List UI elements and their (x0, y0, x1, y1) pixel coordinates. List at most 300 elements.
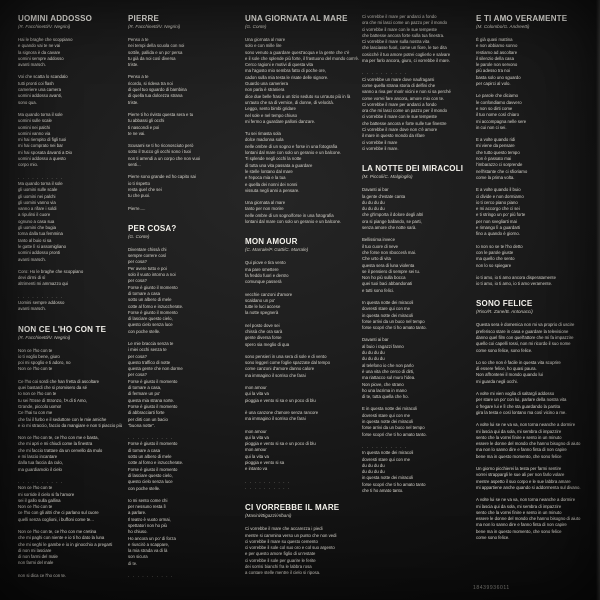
lyric-line: che tutto questo tempo (476, 149, 520, 155)
stanza (128, 341, 236, 429)
song-credit: (R. Facchinetti/V. Negrini) (18, 334, 71, 340)
lyric-line: che battesse ancora e forte sulle tue finestre (362, 120, 447, 126)
lyric-line: triste. (128, 99, 139, 105)
lyric-line: la mia strada va di là (128, 548, 168, 554)
lyric-line: Non ho più sulla bocca (362, 275, 406, 281)
lyric-line: la gente d'estate canta (362, 193, 406, 199)
sleeve-edge-highlight (596, 0, 600, 600)
lyric-line: nel posto dove sei (245, 322, 280, 328)
lyric-line: avanti marsch. (18, 62, 46, 68)
stanza (476, 466, 594, 491)
song-block (245, 503, 357, 576)
lyric-line: che fai il furbo e il seduttore con le mie amiche (18, 416, 107, 422)
lyric-line: come quella strana storia di delfini che (362, 82, 436, 88)
lyric-line: Non affronterei il mondo quando lui (476, 372, 543, 378)
lyric-line: ci vorrebbe il sole per guarire le ferite (245, 557, 316, 563)
lyric-line: quelli senza coglioni, i buffoni come te... (18, 516, 94, 522)
lyric-line: Non ce l'ho con te (18, 504, 53, 510)
lyric-line: di tornare a casa (128, 290, 161, 296)
song-credit: (M. Piccoli/C. Malgioglio) (362, 174, 413, 180)
lyric-line: e quando vai te ne vai (18, 43, 61, 49)
song-block (18, 324, 123, 580)
lyric-line: Il teatro è vuoto ormai, (128, 516, 171, 522)
lyric-line: mi hai sposata davanti a Dio (18, 149, 72, 155)
lyric-line: Lo so che non è facile in questa vita scoprire (476, 359, 561, 365)
lyric-line: Davanti ai bar (362, 337, 389, 343)
stanza-separator-dots: . . . . . . . . . . (362, 443, 408, 449)
lyric-line: di tutta una vita passata a guardare (245, 162, 313, 168)
lyric-line: i miei occhi senza te (128, 347, 167, 353)
lyric-line: Penso a te (128, 74, 149, 80)
lyric-line: mi appartiene anche quando si addormenta sul divano. (476, 484, 581, 490)
song-credit: (C. Marrale/P. Gatti/C. Marrale) (245, 247, 309, 253)
lyrics-column-3 (245, 14, 360, 589)
stanza (245, 410, 357, 423)
lyric-line: fino a quando è giorno. (476, 231, 520, 237)
stanza (476, 322, 594, 353)
song-block (128, 224, 236, 580)
lyric-line: ho una lacrima in mano (362, 387, 407, 393)
stanza (476, 422, 594, 460)
lyric-line: e io mi straccio, faccio da mangiare e non ti piaccio più (18, 422, 123, 428)
lyric-line: per stare un po' con lui, parlare della nostra vita (476, 397, 567, 403)
lyric-line: mon amour (245, 428, 267, 434)
stanza (128, 206, 236, 212)
lyric-line: vecchie canzoni d'amore (245, 291, 293, 297)
stanza (245, 37, 360, 125)
song-block (18, 14, 120, 313)
stanza (476, 93, 594, 131)
lyric-line: qui la vita va (245, 453, 269, 459)
lyric-line: forse arrivi da un buco nel tempo (362, 425, 425, 431)
lyric-line: Che urto di vita (362, 256, 391, 262)
lyric-line: spettatori non ho più (128, 523, 167, 528)
lyric-line: Grande, piccolo uomo! (18, 403, 62, 409)
song-block (476, 299, 594, 541)
lyric-line: io ti amo, io ti amo ancora disperatamente (476, 274, 557, 280)
lyric-line: di te, tutta quella che ho. (362, 394, 409, 400)
song-block (245, 14, 360, 225)
lyric-line: Leggo, sento bimbi gridare (245, 106, 296, 112)
lyric-line: forse arrivi da un buco nel tempo (362, 318, 425, 324)
lyric-line: per cosa? (128, 278, 147, 284)
lyric-line: torna dalla tua femmina (18, 231, 63, 237)
lyric-line: mi accompagna nelle sere (476, 118, 527, 124)
lyric-line: per cosa? (128, 259, 147, 265)
lyric-line: vorrei strappargli le sue ali per non farlo volare (476, 472, 565, 478)
stanza (18, 37, 120, 68)
lyric-line: ci vorrebbe il sole col suo oro e col suo argento (245, 545, 335, 551)
lyric-line: ma non lo sanno dire e fanno finta di non capire (476, 447, 567, 453)
lyric-line: sotto un albero di mele (128, 454, 172, 460)
lyric-line: lontani dal mare con solo un geranio e un balcone. (245, 150, 342, 156)
lyric-line: la notte spegnerà (245, 310, 279, 316)
lyric-line: che ti ho amato tanto. (362, 488, 404, 493)
lyric-line: ora si piange ballando, se parti, (362, 218, 422, 224)
lyric-line: e intanto va (245, 466, 268, 472)
lyric-line: Ma quando torna il sole (18, 111, 63, 117)
lyric-line: Davanti ai bar (362, 187, 389, 193)
lyric-line: vanno a rifare i soldi (18, 206, 57, 212)
lyric-line: ricordo, si rideva tra noi (128, 80, 173, 86)
lyric-line: che forse non sboccerà mai. (362, 249, 416, 255)
lyric-line: e quella dei nonni dei nonni (245, 181, 298, 187)
lyric-line: dovresti stare qui con me (362, 412, 411, 418)
lyric-line: questa mia strana sorte. (128, 397, 175, 403)
stanza (128, 37, 236, 68)
lyric-line: ma l'agosto mio sembra fatto di poche ore, (245, 68, 327, 74)
lyric-line: Tu sei rimasta sola (245, 131, 281, 137)
stanza (245, 131, 357, 194)
lyric-line: gira la testa e così lontano ma così vicino a me. (476, 409, 567, 415)
stanza (18, 175, 120, 263)
lyric-line: io ti voglio bene, giuro (18, 353, 60, 359)
lyric-line: Ci vorrebbe il mare dove non c'è amore (362, 127, 438, 133)
lyric-line: il tuo cuore di neve (362, 243, 399, 249)
lyric-line: nelle ombre di un sogno/forse in una fotografia (245, 212, 334, 218)
lyric-line: Le mie braccia senza te (128, 340, 174, 346)
lyric-line: preferisco stare in casa e guardare la televisione (476, 328, 569, 334)
lyric-line: sento che la vorrei finire e sento in un minuto (476, 509, 562, 515)
lyric-line: cameriere una camera (18, 87, 61, 93)
lyric-line: uomini addosso avanti, (18, 93, 62, 99)
stanza (476, 244, 594, 269)
stanza (128, 74, 236, 105)
lyric-line: e l'epoca mia e la tua (245, 175, 286, 181)
lyric-line: du du du du (362, 462, 385, 468)
lyric-line: du du du du (362, 350, 385, 356)
lyric-line: nel sole e nel tempo chiuso (245, 112, 298, 118)
lyric-line: le stelle lontano dal mare (245, 168, 293, 174)
lyric-line: In questa notte dei miracoli (362, 299, 414, 305)
lyric-line: un'auto che sa di vernice, di donne, di velocità. (245, 99, 334, 105)
song-title: MON AMOUR (245, 237, 298, 247)
lyric-line: pioggia e vento si sa e un poco di blu (245, 441, 316, 447)
lyric-line: Pierre sono grande ed ho capito sai (128, 174, 196, 180)
lyric-line: e non abbiamo sonno (476, 43, 518, 49)
lyric-line: di tornare a casa (128, 447, 161, 453)
lyric-line: Voi che scatta lo scandalo (18, 74, 68, 80)
stanza (476, 137, 594, 181)
stanza (245, 200, 357, 225)
lyric-line: Forse è giusto il momento (128, 403, 178, 409)
lyric-line: te ne vai. (128, 130, 146, 136)
lyric-line: che mi seghi le gambe e io in ginocchio a pregarti (18, 541, 113, 547)
lyric-line: per cosa? (128, 353, 147, 359)
lyric-line: Io mi sento come chi (128, 497, 168, 503)
stanza (18, 479, 120, 523)
lyric-line: che gl'importa il dolore degli altri (362, 212, 424, 218)
lyric-line: Guardo una cameriera (245, 81, 288, 87)
lyric-line: ognuno a casa sua (18, 218, 55, 224)
lyric-line: essere le donne del mondo che hanno bisogno di aiuto (476, 441, 581, 447)
lyric-line: e rimango lì a guardarti (476, 225, 521, 231)
lyric-line: se il pensiero di sempre sei tu. (362, 268, 421, 274)
lyric-line: avanti marsch. (18, 306, 46, 312)
lyric-line: Uomini sempre addosso (18, 299, 65, 305)
lyric-line: sottile, pallida e un po' persa (128, 49, 183, 55)
stanza (362, 444, 472, 494)
lyric-line: Scusami se ti ho riconosciuto però (128, 143, 194, 149)
stanza (18, 348, 120, 373)
lyric-line: ma pare smettere (245, 266, 279, 272)
lyric-line: a contare stelle mentre il cielo si riposa. (245, 570, 321, 576)
lyric-line: Ci vorrebbe il mare per andarci a fondo (362, 101, 437, 107)
lyric-line: Ce l'hai tu con me (18, 410, 53, 416)
lyric-line: di te. (128, 560, 138, 566)
lyric-line: di quel tuo sguardo di bambina (128, 87, 187, 93)
lyric-line: come vorrei fare ancora, amore mio con te. (362, 95, 445, 101)
lyric-line: con poche stelle. (128, 328, 161, 334)
lyric-line: è una canzone d'amore senza rancore (245, 409, 319, 415)
stanza (18, 378, 123, 429)
lyric-line: di lasciare questo cielo, (128, 316, 173, 322)
lyric-line: spero sia meglio di qua (245, 341, 290, 347)
lyric-line: triste. (128, 62, 139, 68)
lyric-line: Cerco ragioni e motivi di questa vita (245, 62, 314, 68)
stanza-separator-dots: . . . . . . . . . . (18, 174, 64, 180)
lyric-line: che mi paghi con niente e io ti ho dato la luna (18, 535, 105, 541)
lyric-line: come sono felice, sono felice. (476, 347, 533, 353)
catalog-number: 18439936011 (473, 585, 510, 591)
lyric-line: uomini nei palchi (18, 124, 51, 130)
lyric-line: che mi faccio trattare da un cervello da mulo (18, 447, 103, 453)
lyric-line: du du du du (362, 469, 385, 475)
lyric-line: io ti cerco piano piano (476, 199, 518, 205)
lyric-line: Qui piove e tira vento (245, 260, 286, 266)
song-credit: (Riso/R. Zane/B. Antonacci) (476, 309, 533, 315)
lyric-line: che mi apri e mi chiudi come la finestra (18, 441, 93, 447)
lyric-line: uomini addosso a questo (18, 156, 66, 162)
lyric-line: forse scopri che ti ho amato tanto. (362, 325, 427, 331)
lyric-line: di non mi lasciare (18, 547, 52, 553)
lyric-line: non farmi del male (18, 560, 54, 566)
lyric-line: ma immagino il sorriso che farai (245, 372, 306, 378)
stanza (128, 498, 236, 567)
lyric-line: danno quel film con quell'attore che mi fa impazzire (476, 334, 574, 340)
lyric-line: solo il vuoto intorno a noi (128, 272, 176, 278)
lyric-line: e mi lascio incantare (18, 454, 58, 460)
lyric-line: la signora è da cavare (18, 49, 61, 55)
lyric-line: mi lascia qui da sola, mi sembra di impazzire (476, 503, 562, 509)
stanza (245, 429, 357, 473)
lyric-line: Forse è giunto il momento (128, 284, 178, 290)
lyric-line: mi hai riempito di figli tuoi (18, 137, 67, 143)
lyric-line: in cui non ci sei. (476, 124, 507, 130)
stanza (128, 435, 236, 492)
lyric-line: Penso a te (128, 37, 149, 42)
lyric-line: Ci vorrebbe un mare dove naufragarsi (362, 76, 435, 82)
stanza (362, 406, 472, 437)
lyrics-column-1 (18, 14, 123, 591)
lyric-line: e mi accorgo che ci sei (476, 206, 520, 212)
lyric-line: devi dirmi di sì (18, 275, 46, 281)
lyric-line: avanti marsch. (18, 256, 46, 262)
lyric-line: Le parole che diciamo (476, 93, 519, 99)
song-credit: (G. Conte) (128, 233, 150, 239)
stanza (476, 187, 594, 237)
lyric-line: Ti splende negli occhi la notte (245, 156, 302, 162)
lyric-line: le confondiamo davvero (476, 99, 522, 105)
lyric-line: quello coi capelli rossi, non mi ricordo il suo nome (476, 341, 571, 347)
lyric-line: Per avere tutto e poi (128, 265, 167, 271)
lyric-line: non si dica ce l'ho con te. (18, 572, 67, 578)
lyric-line: di fermare un po' (128, 391, 161, 397)
lyric-line: restiamo ad ascoltare (476, 49, 518, 55)
lyric-line: sono venuto a guardare quest'acqua e la gente che c'è (245, 49, 350, 55)
lyric-line: chissà che ora sarà (245, 328, 283, 334)
lyric-line: e riuscirò a scappare, (128, 541, 170, 547)
lyric-line: ma immagino il sorriso che farai (245, 416, 306, 422)
lyric-line: questo cielo senza luce (128, 479, 173, 485)
lyric-line: Hai le braghe che scoppiano (18, 37, 73, 42)
lyric-line: scaldano un po' (245, 297, 275, 303)
lyric-line: du du du du (362, 206, 385, 212)
lyric-line: In questa notte dei miracoli (362, 450, 414, 456)
lyrics-column-5 (476, 14, 594, 553)
lyric-line: sento che la vorrei finire e sento in un minuto (476, 434, 562, 440)
stanza (128, 143, 236, 168)
stanza (362, 237, 472, 294)
lyric-line: du du du du (362, 199, 385, 205)
lyric-line: Non piove, che strano (362, 381, 404, 387)
lyric-line: ci vorrebbe il mare (362, 139, 398, 145)
stanza (362, 300, 472, 331)
lyric-line: il tuo nome così chiaro (476, 112, 519, 118)
lyric-line: Non ce l'ho con te, ce l'ho con me cretina (18, 529, 97, 534)
lyric-line: ma per farlo ancora, giuro, ci vorrebbe il mare. (362, 58, 451, 64)
lyric-line: ci vorrebbe il mare con le sue tempeste (362, 26, 437, 32)
song-title: E TI AMO VERAMENTE (476, 14, 568, 23)
lyric-line: di quella tua dolcezza strana (128, 93, 183, 99)
lyric-line: A volte lui se ne va va, non torna neanche a dormire (476, 422, 576, 428)
stanza (476, 497, 594, 541)
lyric-line: qui la vita va (245, 434, 269, 440)
song-credit: (R. Facchinetti/V. Negrini) (128, 24, 181, 29)
lyric-line: a ripulirsi il cuore (18, 212, 51, 218)
lyric-line: gente diversa forse (245, 335, 282, 341)
lyric-line: quei tuoi baci abbandonati (362, 281, 413, 287)
lyric-line: di non farmi del male (18, 554, 58, 560)
lyric-line: tu che puoi. (128, 193, 151, 199)
lyric-line: vanno a riva per morir vicini e non si sa perché (362, 89, 451, 95)
stanza (18, 529, 120, 567)
lyric-line: di tornare a casa, (128, 385, 162, 391)
lyric-line: cosicché il tuo amore potrei coglierlo e salvare (362, 51, 451, 57)
stanza-separator-dots: . . . . . . . . . . (245, 484, 291, 490)
lyric-line: o fregare lui e lì che sta guardando la partita (476, 403, 561, 409)
lyric-line: per dirti con un bacio (128, 416, 168, 422)
song-block (128, 14, 236, 212)
lyric-line: mentre si cammina verso un punto che non vedi (245, 532, 337, 538)
lyric-line: uomini sempre addosso (18, 55, 64, 61)
lyric-line: non ti arrendi a un corpo che non vuoi (128, 155, 201, 161)
lyric-line: di lasciare questo cielo, (128, 472, 173, 478)
lyric-line: tutte le luci accese (245, 304, 281, 310)
stanza (18, 435, 120, 473)
lyric-line: Questa sera è domenica non mi va proprio di uscire (476, 322, 575, 328)
lyric-line: qui la vita va (245, 391, 269, 397)
lyric-line: Forse è giusto il momento (128, 466, 178, 472)
stanza (476, 391, 594, 416)
lyric-line: in questa notte dei miracoli (362, 312, 414, 318)
stanza (362, 187, 472, 231)
lyric-line: Forse è giusto il momento (128, 441, 178, 447)
lyric-line: Una giornata al mare (245, 37, 286, 42)
stanza (18, 573, 120, 579)
stanza (18, 269, 120, 288)
lyric-line: gli uomini vanno via (18, 199, 56, 205)
lyric-line: tu già da noi così diversa (128, 55, 176, 61)
song-block (362, 164, 472, 494)
lyric-line: E in questa notte dei miracoli (362, 406, 418, 412)
lyric-line: "buona notte". (128, 422, 155, 428)
lyric-line: questo cielo senza luce (128, 322, 173, 328)
lyric-line: ma guardiamolo il cielo (18, 466, 62, 472)
lyric-line: Coro: Ho le braghe che scoppiano (18, 268, 84, 274)
lyric-line: mi lascia qui da sola, mi sembra di impazzire (476, 428, 562, 434)
stanza (476, 37, 594, 87)
stanza (362, 14, 472, 64)
lyric-line: Ho ancora un po' di forza (128, 535, 176, 541)
lyric-line: poi mi spoglio e ti adoro, no (18, 360, 71, 366)
lyric-line: ce l'ho con gli altri che ci parlano sul cuore (18, 510, 99, 516)
lyric-line: di essere felice, ho quasi paura. (476, 366, 537, 372)
lyric-line: ti nascondi e poi (128, 124, 160, 130)
song-block (362, 14, 472, 152)
song-credit: (G. Conte) (245, 24, 267, 29)
lyric-line: mi viene da pensare (476, 143, 515, 149)
lyric-line: nell'istante che ci sfioriamo (476, 168, 528, 174)
lyric-line: più adesso tra noi (476, 68, 510, 74)
lyric-line: cotte al forno e inzuccherate. (128, 303, 184, 309)
lyric-line: E a volte quando ridi (476, 137, 516, 143)
lyric-line: fa freddo fuori e dentro (245, 272, 289, 278)
stanza (476, 275, 594, 288)
lyric-line: il silenzio della casa (476, 55, 514, 61)
stanza (245, 385, 357, 404)
lyric-line: forse scopri che ti ho amato tanto (362, 481, 426, 487)
song-title: UOMINI ADDOSSO (18, 14, 93, 23)
stanza (18, 294, 120, 313)
lyrics-column-2 (128, 14, 236, 591)
lyric-line: e il sole che splende più forte, il frastuono del mondo com'è. (245, 55, 360, 61)
stanza-separator-dots: . . . . . . . . . . (245, 478, 291, 484)
lyric-line: son sicura (128, 554, 148, 560)
stanza (476, 360, 594, 385)
lyric-line: tanto al buio si sa (18, 237, 52, 243)
lyric-line: mi sorride il cielo si fa l'amore (18, 491, 75, 497)
lyric-line: quei bastardi che si promisero da sé (18, 385, 88, 391)
lyric-line: Diventare chissà chi (128, 246, 167, 252)
stanza (245, 260, 357, 285)
lyric-line: per cosa? (128, 372, 147, 378)
stanza (245, 354, 357, 379)
lyric-line: e ti stringo un po' più forte (476, 212, 526, 218)
lyric-line: Ce l'ho coi sordi che han fretta di ascoltare (18, 378, 100, 384)
lyric-line: come sono felice. (476, 535, 510, 540)
song-block (245, 237, 357, 491)
stanza-separator-dots: . . . . . . . . . . (362, 70, 408, 76)
stanza (128, 174, 236, 199)
lyric-line: A volte lui se ne va va, non torna neanche a dormire (476, 497, 576, 503)
lyric-line: resta quel che sei (128, 186, 162, 192)
lyric-line: lontani dal mare con solo un geranio e un balcone. (245, 219, 342, 225)
lyric-line: dice due belle frasi a un tizio seduto su un'auto più in là (245, 93, 351, 99)
lyric-line: uomini vanno via (18, 130, 51, 136)
lyric-line: sono leggeri come foglie spazzate dal tempo (245, 360, 331, 366)
lyric-line: sotto un albero di mele (128, 297, 172, 303)
